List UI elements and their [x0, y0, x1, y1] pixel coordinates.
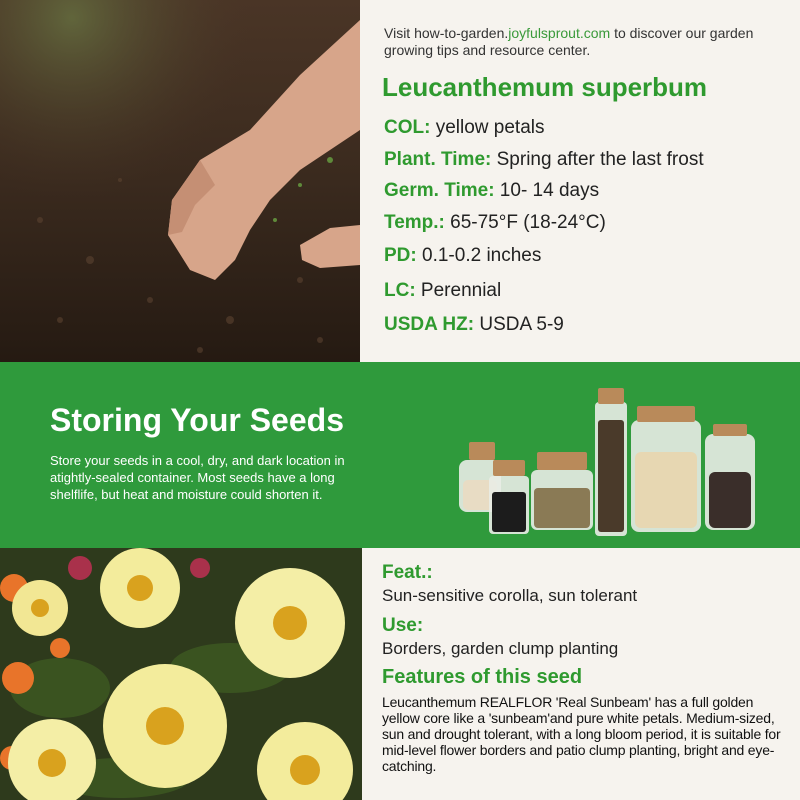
visit-text — [384, 25, 784, 59]
jar-tall-seeds — [595, 388, 627, 536]
features-description: Leucanthemum REALFLOR 'Real Sunbeam' has a full golden yellow core like a 'sunbeam'and pure white petals. Medium-sized, sun and drought tolerant, with a long bloom period, it is suitable for mid-level flower borders and patio clump planting, bright and eye-catching. — [382, 694, 781, 774]
feat-value: Sun-sensitive corolla, sun tolerant — [382, 586, 638, 605]
spec-key: COL: — [384, 117, 431, 138]
visit-prefix: Visit how-to-garden. — [384, 25, 509, 41]
species-name: Leucanthemum superbum — [382, 72, 708, 102]
spec-usda-zone — [384, 314, 564, 336]
details-panel — [362, 548, 800, 800]
spec-value: Perennial — [415, 280, 502, 301]
spec-key: Germ. Time: — [384, 180, 495, 201]
spec-value: yellow petals — [430, 117, 545, 138]
storing-text: Store your seeds in a cool, dry, and dark location in atightly-sealed container. Most seeds have a long shelflife, but heat and moisture could shorten it. — [50, 453, 345, 502]
feat-label: Feat.: — [382, 562, 433, 583]
jar-black-seeds — [489, 460, 529, 534]
spec-key: PD: — [384, 245, 417, 266]
spec-key: LC: — [384, 280, 416, 301]
use-value: Borders, garden clump planting — [382, 639, 619, 658]
storing-banner — [0, 362, 800, 548]
spec-value: 65-75°F (18-24°C) — [444, 212, 606, 233]
website-link[interactable]: joyfulsprout.com — [508, 25, 611, 41]
spec-planting-depth — [384, 245, 541, 267]
spec-value: USDA 5-9 — [474, 314, 564, 335]
visit-suffix: to discover our garden growing tips and resource center. — [384, 25, 754, 58]
spec-germination-time — [384, 180, 599, 202]
info-panel — [360, 0, 800, 362]
top-section — [0, 0, 800, 362]
soil-hand-photo — [0, 0, 360, 362]
jar-small-seeds — [531, 452, 593, 530]
bottom-section — [0, 548, 800, 800]
spec-value: 10- 14 days — [494, 180, 600, 201]
spec-key: Temp.: — [384, 212, 445, 233]
features-title: Features of this seed — [382, 666, 583, 688]
spec-temperature — [384, 212, 606, 234]
spec-color — [384, 117, 545, 139]
spec-life-cycle — [384, 280, 501, 302]
jar-mixed-seeds — [705, 424, 755, 530]
spec-key: USDA HZ: — [384, 314, 475, 335]
spec-key: Plant. Time: — [384, 149, 492, 170]
use-label: Use: — [382, 615, 424, 636]
storing-title: Storing Your Seeds — [50, 402, 344, 438]
spec-value: 0.1-0.2 inches — [416, 245, 542, 266]
daisy-flowers-photo — [0, 548, 362, 800]
seed-jars-image — [455, 380, 765, 540]
spec-planting-time — [384, 149, 704, 171]
spec-value: Spring after the last frost — [491, 149, 704, 170]
jar-pumpkin-seeds — [631, 406, 701, 532]
